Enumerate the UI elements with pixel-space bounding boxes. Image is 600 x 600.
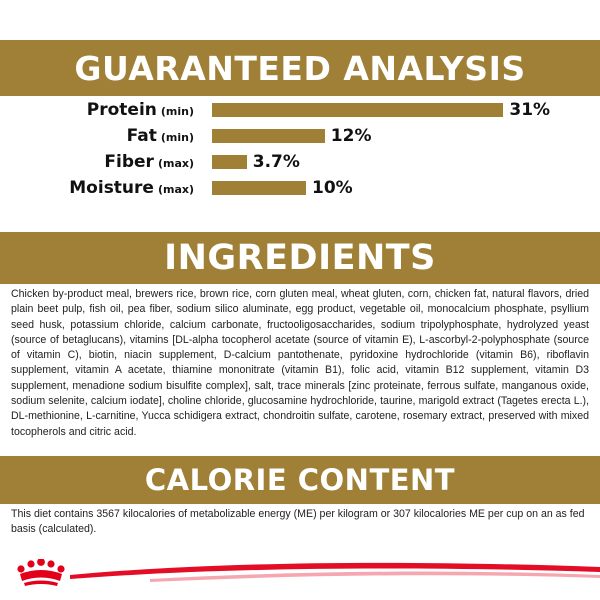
guaranteed-analysis-banner — [0, 40, 600, 96]
analysis-bar — [212, 155, 247, 169]
analysis-qualifier: (min) — [160, 105, 194, 118]
analysis-label — [127, 125, 194, 147]
royal-canin-crown-logo-icon — [15, 559, 67, 589]
analysis-row-protein — [0, 99, 600, 121]
analysis-bar — [212, 181, 306, 195]
ingredients-banner — [0, 232, 600, 284]
analysis-bar — [212, 103, 503, 117]
analysis-bar — [212, 129, 325, 143]
analysis-name: Protein — [86, 100, 157, 120]
red-swoosh-decoration — [0, 545, 600, 600]
analysis-row-fiber — [0, 151, 600, 173]
calorie-content-banner — [0, 456, 600, 504]
analysis-value: 10% — [312, 178, 353, 198]
analysis-row-fat — [0, 125, 600, 147]
guaranteed-analysis-title: GUARANTEED ANALYSIS — [74, 48, 526, 88]
analysis-name: Fat — [126, 126, 157, 146]
analysis-label — [104, 151, 194, 173]
ingredients-text: Chicken by-product meal, brewers rice, brown rice, corn gluten meal, wheat gluten, corn, chicken fat, natural flavors, dried plain beet pulp, fish oil, pea fiber, sodium silico aluminate, egg product, vegetable oil, monocalcium phosphate, psyllium seed husk, potassium chloride, calcium carbonate, fructooligosaccharides, sodium tripolyphosphate, hydrolyzed yeast (source of betaglucans), vitamins [DL-alpha tocopherol acetate (source of vitamin E), L-ascorbyl-2-polyphosphate (source of vitamin C), biotin, niacin supplement, D-calcium pantothenate, pyridoxine hydrochloride (vitamin B6), riboflavin supplement, vitamin A acetate, thiamine mononitrate (vitamin B1), folic acid, vitamin B12 supplement, vitamin D3 supplement, menadione sodium bisulfite complex], salt, trace minerals [zinc proteinate, ferrous sulfate, manganous oxide, sodium selenite, calcium iodate], choline chloride, glucosamine hydrochloride, taurine, marigold extract (Tagetes erecta L.), DL-methionine, L-carnitine, Yucca schidigera extract, chondroitin sulfate, carotene, rosemary extract, preserved with mixed tocopherols and citric acid. — [11, 288, 589, 438]
analysis-qualifier: (max) — [157, 183, 194, 196]
analysis-row-moisture — [0, 177, 600, 199]
analysis-qualifier: (min) — [160, 131, 194, 144]
analysis-value: 3.7% — [252, 152, 300, 172]
analysis-value: 31% — [509, 100, 551, 120]
calorie-content-text: This diet contains 3567 kilocalories of metabolizable energy (ME) per kilogram or 307 kilocalories ME per cup on an as fed basis (calculated). — [11, 508, 585, 535]
brand-footer — [0, 545, 600, 600]
analysis-value: 12% — [330, 126, 372, 146]
analysis-label — [87, 99, 194, 121]
ingredients-title: INGREDIENTS — [164, 238, 436, 278]
analysis-name: Fiber — [104, 152, 154, 172]
analysis-qualifier: (max) — [157, 157, 194, 170]
analysis-name: Moisture — [69, 178, 154, 198]
calorie-content-title: CALORIE CONTENT — [144, 463, 456, 497]
analysis-label — [69, 177, 194, 199]
